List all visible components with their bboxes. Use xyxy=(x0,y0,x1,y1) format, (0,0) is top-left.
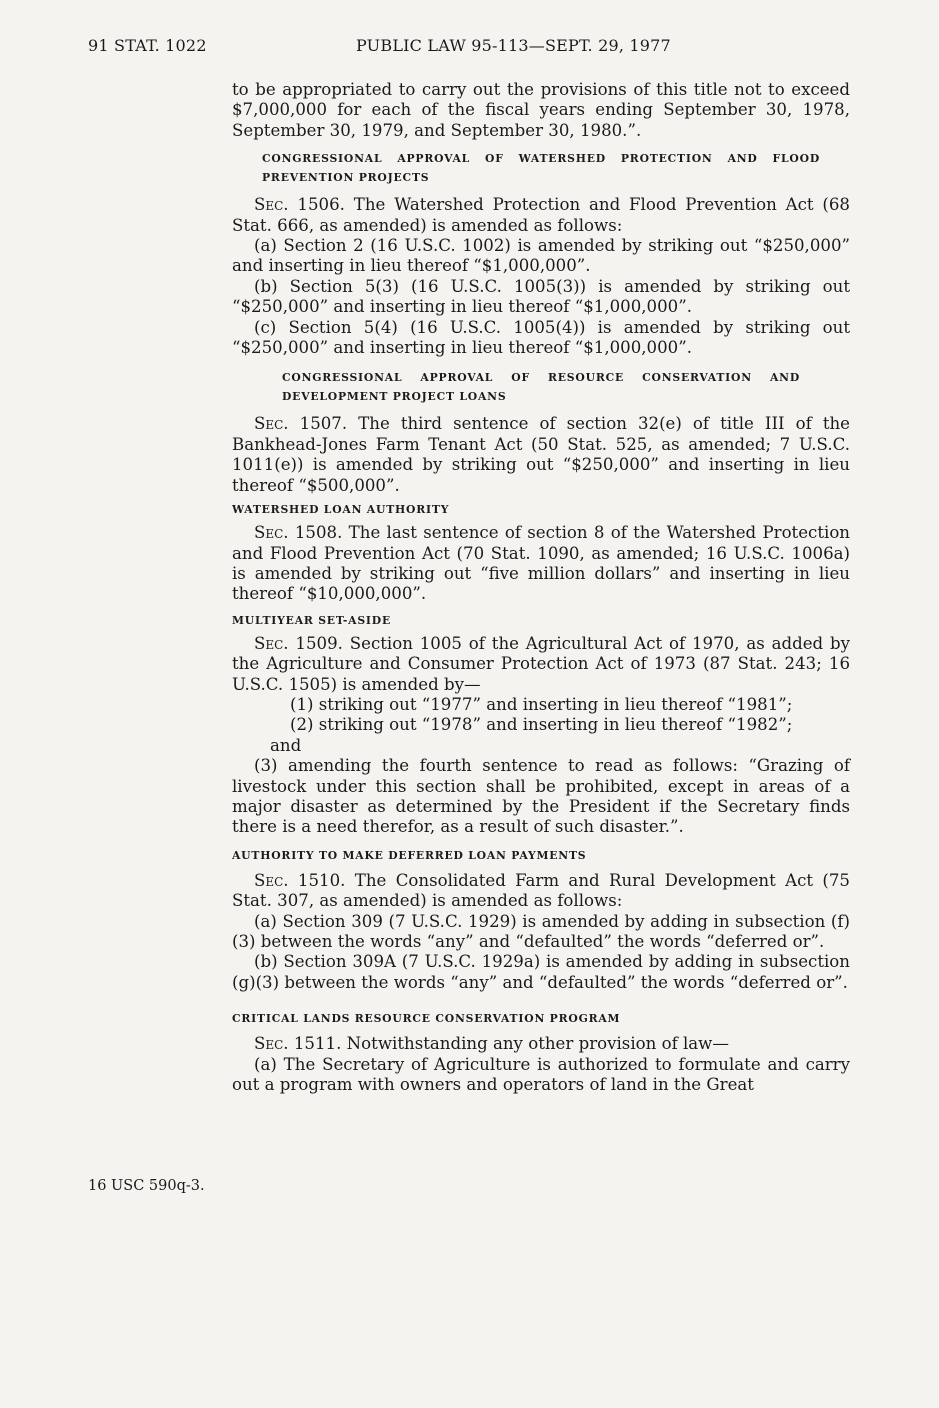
section-1511-a: (a) The Secretary of Agriculture is authorized to formulate and carry out a program with owners and operators of land in the Great xyxy=(232,1054,850,1095)
section-1506-c: (c) Section 5(4) (16 U.S.C. 1005(4)) is amended by striking out “$250,000” and inserting in lieu thereof “$1,000,000”. xyxy=(232,317,850,358)
section-1506-a: (a) Section 2 (16 U.S.C. 1002) is amended by striking out “$250,000” and inserting in lieu thereof “$1,000,000”. xyxy=(232,236,850,276)
section-heading-1510: AUTHORITY TO MAKE DEFERRED LOAN PAYMENTS xyxy=(232,848,587,862)
section-1509-1: (1) striking out “1977” and inserting in lieu thereof “1981”; xyxy=(290,694,793,714)
section-1509-and: and xyxy=(270,735,302,755)
section-heading-1508: WATERSHED LOAN AUTHORITY xyxy=(232,503,450,517)
page-header xyxy=(88,36,847,60)
section-number: Sec. 1510. xyxy=(254,870,346,890)
section-1508: Sec. 1508. The last sentence of section 8 of the Watershed Protection and Flood Prevention Act (70 Stat. 1090, as amended; 16 U.S.C. 1006a) is amended by striking out “five million dollars” and inserting in lieu thereof “$10,000,000”. xyxy=(232,523,850,604)
section-1509-3: (3) amending the fourth sentence to read as follows: “Grazing of livestock under this section shall be prohibited, except in areas of a major disaster as determined by the President if the Secretary finds there is a need therefor, as a result of such disaster.”. xyxy=(232,756,850,837)
section-heading-1509: MULTIYEAR SET-ASIDE xyxy=(232,613,391,627)
section-1511: Sec. 1511. Notwithstanding any other provision of law— xyxy=(254,1034,729,1054)
margin-citation: 16 USC 590q-3. xyxy=(88,1178,205,1194)
paragraph-continuation: to be appropriated to carry out the provisions of this title not to exceed $7,000,000 for each of the fiscal years ending September 30, 1978, September 30, 1979, and September 30, 1980.”. xyxy=(232,80,850,140)
section-1510: Sec. 1510. The Consolidated Farm and Rural Development Act (75 Stat. 307, as amended) is amended as follows: xyxy=(232,870,850,911)
section-number: Sec. 1511. xyxy=(254,1034,342,1054)
body-column xyxy=(232,80,850,1095)
section-1510-a: (a) Section 309 (7 U.S.C. 1929) is amended by adding in subsection (f)(3) between the words “any” and “defaulted” the words “deferred or”. xyxy=(232,911,850,951)
section-1506-b: (b) Section 5(3) (16 U.S.C. 1005(3)) is amended by striking out “$250,000” and inserting in lieu thereof “$1,000,000”. xyxy=(232,276,850,317)
section-1509: Sec. 1509. Section 1005 of the Agricultural Act of 1970, as added by the Agriculture and Consumer Protection Act of 1973 (87 Stat. 243; 16 U.S.C. 1505) is amended by— xyxy=(232,633,850,694)
section-number: Sec. 1507. xyxy=(254,414,348,434)
section-heading-1511: CRITICAL LANDS RESOURCE CONSERVATION PROGRAM xyxy=(232,1012,621,1026)
section-number: Sec. 1509. xyxy=(254,633,343,653)
section-1509-2: (2) striking out “1978” and inserting in lieu thereof “1982”; xyxy=(290,715,793,735)
section-heading-1506: CONGRESSIONAL APPROVAL OF WATERSHED PROTECTION AND FLOOD PREVENTION PROJECTS xyxy=(262,152,820,185)
section-heading-1507: CONGRESSIONAL APPROVAL OF RESOURCE CONSERVATION AND DEVELOPMENT PROJECT LOANS xyxy=(282,371,800,404)
section-1510-b: (b) Section 309A (7 U.S.C. 1929a) is amended by adding in subsection (g)(3) between the words “any” and “defaulted” the words “deferred or”. xyxy=(232,952,850,992)
statute-page-number: 91 STAT. 1022 xyxy=(88,36,207,55)
public-law-title: PUBLIC LAW 95-113—SEPT. 29, 1977 xyxy=(356,36,671,55)
section-1506: Sec. 1506. The Watershed Protection and Flood Prevention Act (68 Stat. 666, as amended) is amended as follows: xyxy=(232,195,850,235)
section-number: Sec. 1508. xyxy=(254,523,343,543)
section-1507: Sec. 1507. The third sentence of section 32(e) of title III of the Bankhead-Jones Farm Tenant Act (50 Stat. 525, as amended; 7 U.S.C. 1011(e)) is amended by striking out “$250,000” and inserting in lieu thereof “$500,000”. xyxy=(232,414,850,495)
section-number: Sec. 1506. xyxy=(254,195,345,215)
